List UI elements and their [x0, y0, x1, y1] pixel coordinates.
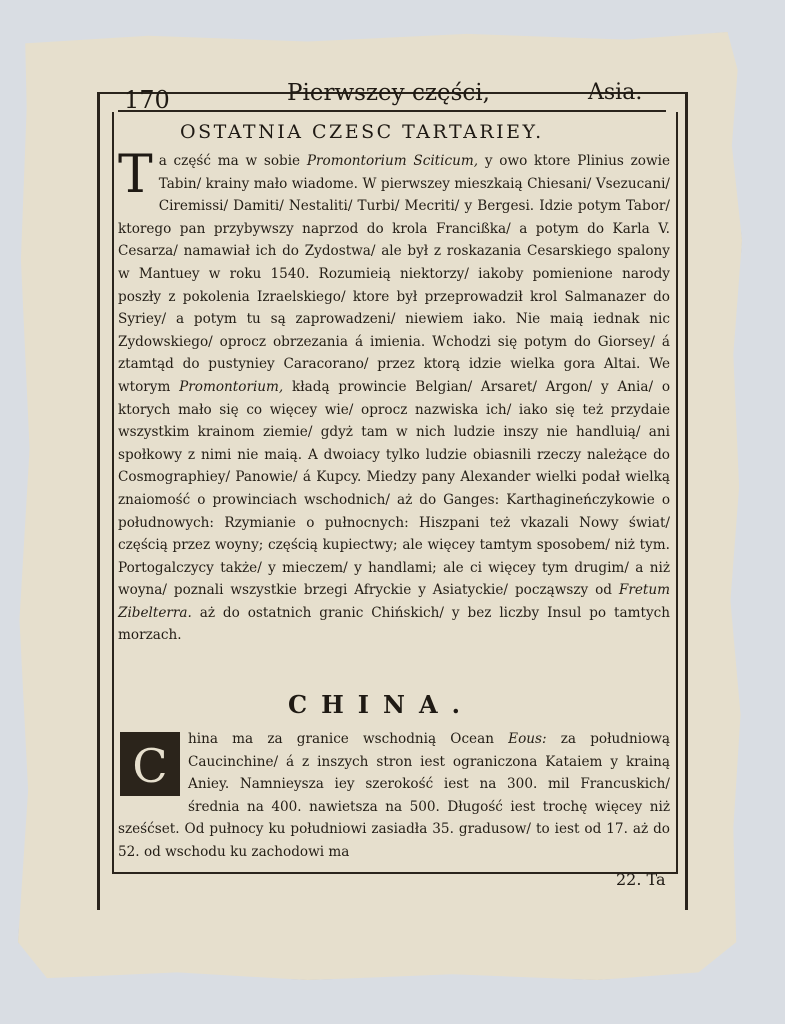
drop-cap-t: T: [118, 145, 153, 205]
tartary-paragraph: [118, 145, 671, 647]
text-run: hina ma za granice wschodnią Ocean: [188, 731, 509, 747]
decorated-initial-c: C: [120, 732, 180, 796]
text-run: y owo ktore Plinius zowie Tabin/ krainy mało wiadome. W pierwszey mieszkaią Chiesani/ Vsezucani/ Ciremissi/ Damiti/ Nestaliti/ Turbi/ Mecriti/ y Bergesi. Idzie potym Tabor/ ktorego pan przybywszy naprzod do krola Francißka/ a potym do Karla V. Cesarza/ namawiał ich do Zydostwa/ ale był z roskazania Cesarskiego spalony w Mantuey w roku 1540. Rozumieią niektorzy/ iakoby pomienione narody poszły z pokolenia Izraelskiego/ ktore był przeprowadził krol Salmanazer do Syriey/ a potym tu są zaprowadzeni/ niewiem iako. Nie maią iednak nic Zydowskiego/ oprocz obrzezania á imienia. Wchodzi się potym do Giorsey/ á ztamtąd do pustyniey Caracorano/ przez ktorą idzie wielka gora Altai. We wtorym: [118, 153, 671, 395]
page-number: 170: [124, 86, 170, 114]
italic-run: Fretum Zibelterra.: [118, 582, 670, 621]
text-run: za południową Caucinchine/ á z inszych stron iest ograniczona Kataiem y krainą Aniey. Namnieysza iey szerokość iest na 300. mil Francuskich/ średnia na 400. nawietsza na 500. Długość iest trochę więcey niż sześćset. Od pułnocy ku południowi zasiadła 35. gradusow/ to iest od 17. aż do 52. od wschodu ku zachodowi ma: [118, 731, 670, 860]
italic-run: Promontorium Sciticum,: [306, 153, 479, 169]
text-run: a część ma w sobie: [158, 153, 307, 169]
italic-run: Promontorium,: [179, 378, 284, 395]
text-run: aż do ostatnich granic Chińskich/ y bez liczby Insul po tamtych morzach.: [118, 604, 670, 644]
running-title: Pierwszey części,: [287, 80, 490, 106]
text-run: kładą prowincie Belgian/ Arsaret/ Argon/ y Ania/ o ktorych mało się co więcey wie/ oprocz nazwiska ich/ iako się też przydaie wszystkim krainom ziemie/ gdyż tam w nich ludzie inszy nie handluią/ ani społkowy z nimi nie maią. A dwoiacy tylko ludzie obiasnili rzeczy należące do Cosmographiey/ Panowie/ á Kupcy. Miedzy pany Alexander wielki podał wielką znaiomość o prowinciach wschodnich/ aż do Ganges: Karthagineńczykowie o połudnowych: Rzymianie o pułnocnych: Hiszpani też vkazali Nowy świat/ częścią przez woyny; częścią kupiectwy; ale więcey tamtym sposobem/ niż tym. Portogalczycy także/ y mieczem/ y handlami; ale ci więcey tym drugim/ a niż woyna/ poznali wszystkie brzegi Afryckie y Asiatyckie/ począwszy od: [118, 378, 671, 599]
china-paragraph: [118, 728, 670, 864]
catchword: 22. Ta: [616, 870, 666, 889]
section-title-china: CHINA.: [288, 690, 474, 719]
italic-run: Eous:: [508, 731, 547, 747]
region-label: Asia.: [588, 80, 643, 105]
section-title-tartary: OSTATNIA CZESC TARTARIEY.: [180, 121, 544, 143]
